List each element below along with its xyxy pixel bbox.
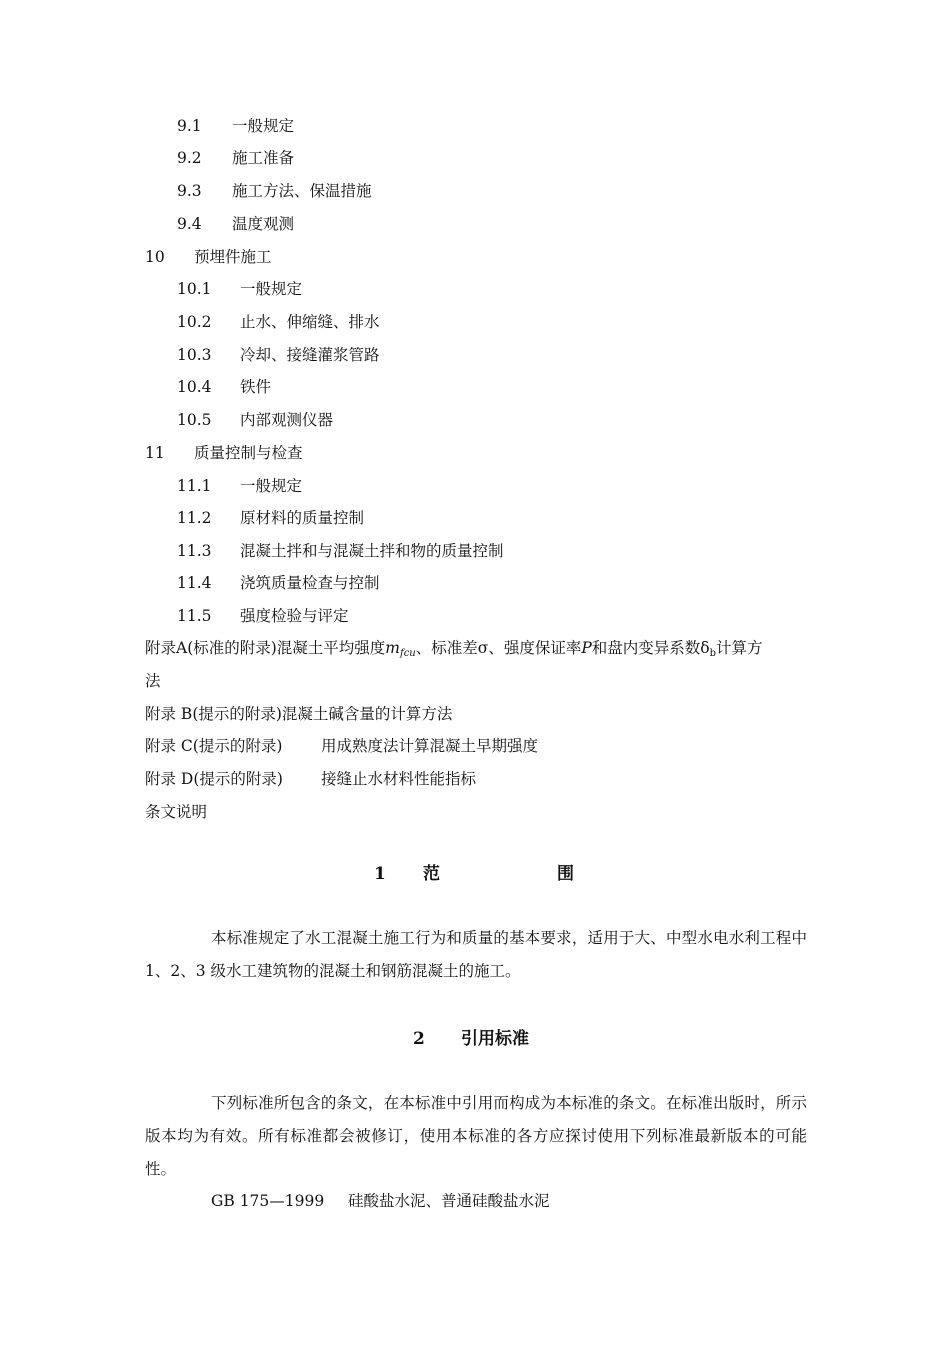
toc-item-number: 9.3 — [177, 182, 202, 200]
section-1-number: 1 — [374, 864, 386, 884]
toc-item-title: 温度观测 — [232, 215, 295, 233]
toc-item-number: 9.2 — [177, 149, 202, 167]
reference-code: GB 175—1999 — [211, 1192, 325, 1210]
toc-item-title: 内部观测仪器 — [240, 411, 334, 429]
toc-item-title: 浇筑质量检查与控制 — [240, 574, 380, 592]
section-2-paragraph: 下列标准所包含的条文，在本标准中引用而构成为本标准的条文。在标准出版时，所示版本均为有效。所有标准都会被修订，使用本标准的各方应探讨使用下列标准最新版本的可能性。 — [145, 1094, 807, 1178]
toc-item-number: 11 — [145, 444, 165, 462]
appendix-a-part4: 计算方 — [716, 639, 763, 657]
appendix-a-part3: 和盘内变异系数δ — [591, 639, 710, 657]
section-1-title-char-1: 范 — [423, 864, 440, 884]
toc-item-title: 铁件 — [240, 378, 272, 396]
appendix-a-delta-subscript: b — [709, 648, 717, 659]
toc-explanation[interactable] — [145, 802, 207, 822]
appendix-a-mean-symbol: m — [385, 639, 400, 657]
toc-item-number: 11.1 — [177, 477, 212, 495]
section-1-paragraph: 本标准规定了水工混凝土施工行为和质量的基本要求，适用于大、中型水电水利工程中 1、2、3 级水工建筑物的混凝土和钢筋混凝土的施工。 — [145, 929, 807, 980]
toc-item-title: 施工准备 — [232, 149, 295, 167]
toc-item-title: 一般规定 — [232, 117, 295, 135]
toc-item-number: 10 — [145, 248, 165, 266]
appendix-a-part1: 附录A(标准的附录)混凝土平均强度 — [145, 639, 386, 657]
toc-item-title: 质量控制与检查 — [194, 444, 303, 462]
toc-item-title: 混凝土拌和与混凝土拌和物的质量控制 — [240, 542, 504, 560]
toc-item-number: 10.2 — [177, 313, 212, 331]
toc-item-number: 10.4 — [177, 378, 212, 396]
appendix-c-title: 用成熟度法计算混凝土早期强度 — [321, 737, 539, 755]
toc-item-number: 9.4 — [177, 215, 202, 233]
appendix-c-label: 附录 C(提示的附录) — [145, 737, 283, 755]
section-2-title: 引用标准 — [461, 1029, 529, 1049]
toc-item-number: 10.5 — [177, 411, 212, 429]
appendix-a-p-symbol: P — [581, 639, 592, 657]
toc-item-title: 强度检验与评定 — [240, 607, 349, 625]
section-1-title-char-2: 围 — [557, 864, 574, 884]
toc-item-number: 11.3 — [177, 542, 212, 560]
appendix-b-title: 附录 B(提示的附录)混凝土碱含量的计算方法 — [145, 705, 453, 723]
toc-item-number: 11.2 — [177, 509, 212, 527]
toc-item-title: 原材料的质量控制 — [240, 509, 365, 527]
toc-item-title: 施工方法、保温措施 — [232, 182, 372, 200]
toc-item-number: 10.1 — [177, 280, 212, 298]
appendix-d-title: 接缝止水材料性能指标 — [321, 770, 477, 788]
toc-appendix-a-continued — [145, 671, 161, 691]
toc-item-number: 10.3 — [177, 346, 212, 364]
toc-item-title: 一般规定 — [240, 477, 303, 495]
explanation-title: 条文说明 — [145, 803, 208, 821]
section-2-number: 2 — [413, 1029, 425, 1049]
toc-item-title: 止水、伸缩缝、排水 — [240, 313, 380, 331]
reference-title: 硅酸盐水泥、普通硅酸盐水泥 — [348, 1192, 550, 1210]
toc-appendix-b[interactable] — [145, 704, 452, 724]
appendix-a-line2: 法 — [145, 672, 161, 690]
toc-appendix-a[interactable] — [145, 638, 763, 664]
toc-item-title: 预埋件施工 — [194, 248, 272, 266]
toc-item-number: 11.4 — [177, 574, 212, 592]
appendix-a-mean-subscript: fcu — [400, 648, 416, 659]
toc-item-title: 冷却、接缝灌浆管路 — [240, 346, 380, 364]
appendix-a-part2: 、标准差σ、强度保证率 — [415, 639, 582, 657]
appendix-d-label: 附录 D(提示的附录) — [145, 770, 283, 788]
toc-item-title: 一般规定 — [240, 280, 303, 298]
toc-item-number: 9.1 — [177, 117, 202, 135]
toc-item-number: 11.5 — [177, 607, 212, 625]
